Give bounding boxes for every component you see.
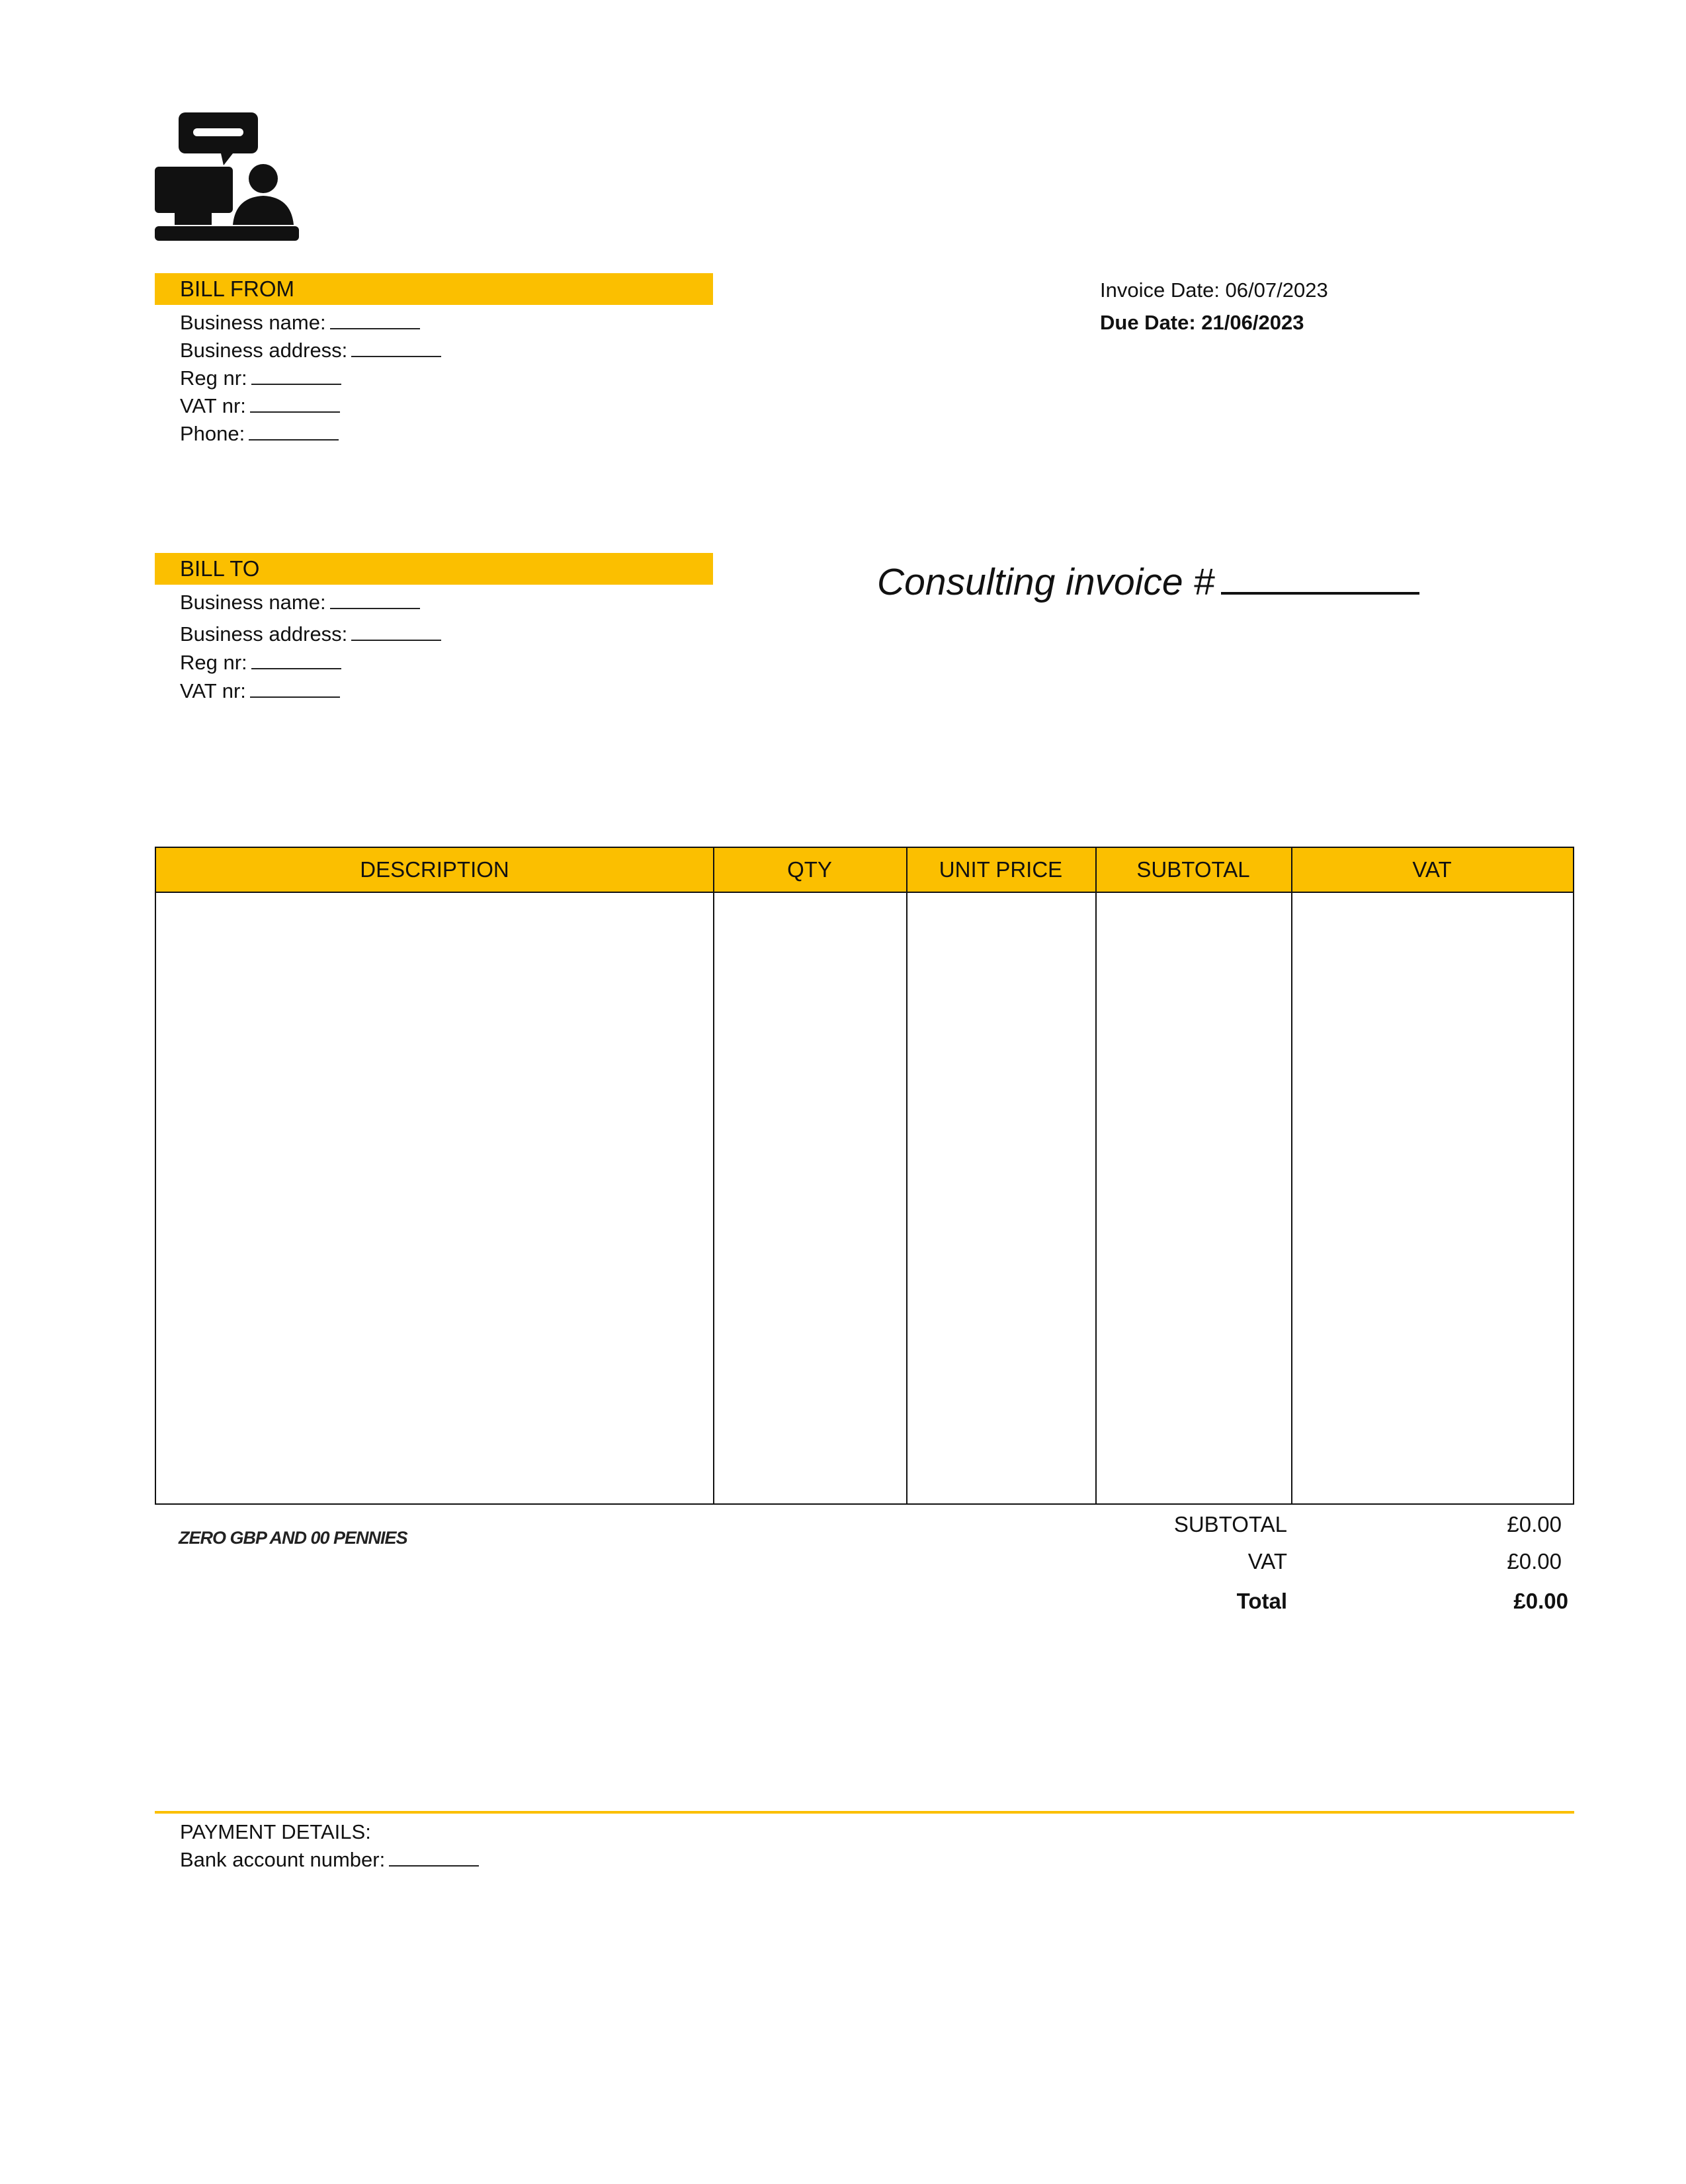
bill-from-reg-nr: Reg nr: bbox=[180, 365, 341, 392]
bill-from-vat-nr: VAT nr: bbox=[180, 393, 340, 419]
total-value: £0.00 bbox=[1513, 1589, 1568, 1613]
subtotal-label: SUBTOTAL bbox=[1173, 1512, 1287, 1536]
bill-from-phone: Phone: bbox=[180, 421, 339, 447]
bank-account-number: Bank account number: bbox=[180, 1847, 479, 1873]
bill-to-reg-nr: Reg nr: bbox=[180, 650, 341, 676]
due-date: Due Date: 21/06/2023 bbox=[1100, 311, 1304, 334]
table-header bbox=[156, 848, 1573, 893]
vat-label: VAT bbox=[1247, 1549, 1287, 1574]
column-header-description: DESCRIPTION bbox=[360, 857, 509, 882]
invoice-number-blank bbox=[1221, 560, 1419, 595]
column-divider bbox=[1291, 848, 1292, 1503]
bill-to-business-address: Business address: bbox=[180, 621, 441, 648]
column-header-subtotal: SUBTOTAL bbox=[1136, 857, 1250, 882]
bill-from-business-name: Business name: bbox=[180, 310, 420, 336]
bill-to-business-name: Business name: bbox=[180, 589, 420, 616]
column-header-qty: QTY bbox=[787, 857, 832, 882]
amount-in-words: ZERO GBP AND 00 PENNIES bbox=[179, 1528, 407, 1548]
invoice-title: Consulting invoice # bbox=[877, 556, 1419, 609]
total-label: Total bbox=[1236, 1589, 1287, 1613]
bill-from-business-address: Business address: bbox=[180, 337, 441, 364]
payment-divider bbox=[155, 1811, 1574, 1814]
column-divider bbox=[1095, 848, 1097, 1503]
subtotal-value: £0.00 bbox=[1507, 1512, 1562, 1536]
payment-details-heading: PAYMENT DETAILS: bbox=[180, 1820, 371, 1843]
vat-value: £0.00 bbox=[1507, 1549, 1562, 1574]
column-divider bbox=[713, 848, 714, 1503]
line-items-table bbox=[155, 847, 1574, 1505]
consultant-computer-icon bbox=[155, 112, 300, 245]
bill-from-heading: BILL FROM bbox=[155, 273, 713, 305]
column-header-unit-price: UNIT PRICE bbox=[939, 857, 1063, 882]
bill-to-heading: BILL TO bbox=[155, 553, 713, 585]
bill-to-vat-nr: VAT nr: bbox=[180, 678, 340, 704]
column-divider bbox=[906, 848, 907, 1503]
column-header-vat: VAT bbox=[1412, 857, 1452, 882]
invoice-date: Invoice Date: 06/07/2023 bbox=[1100, 278, 1328, 302]
